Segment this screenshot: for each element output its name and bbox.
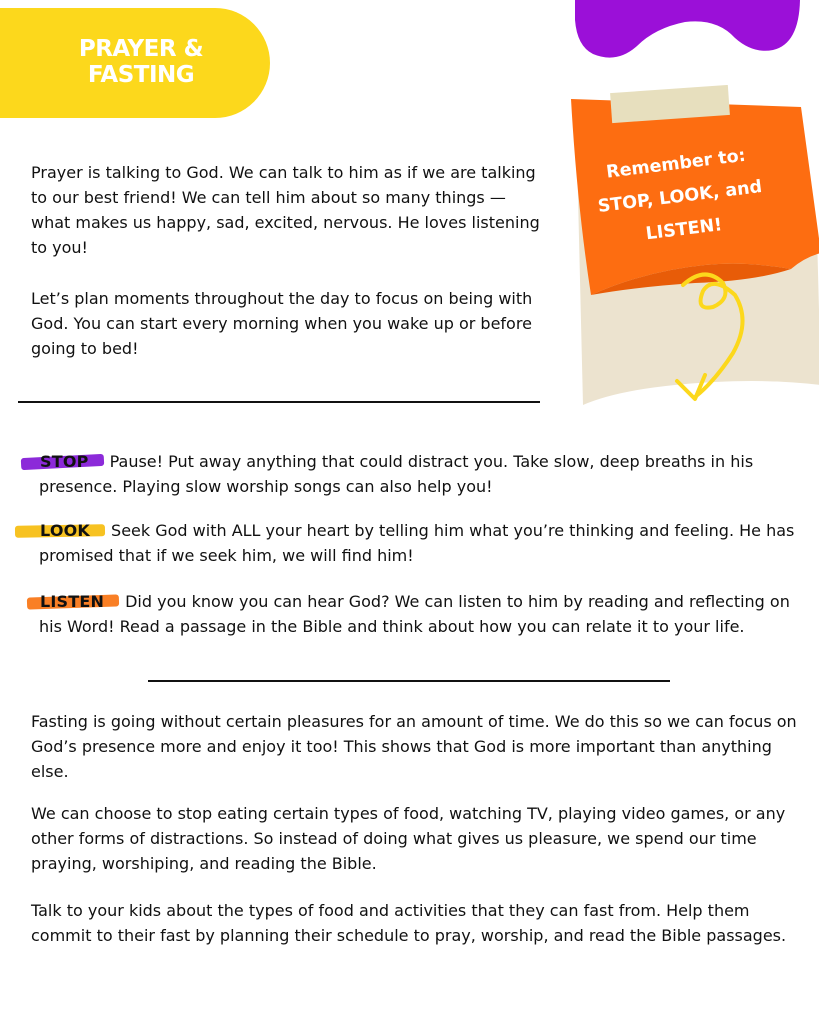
- step-stop: [39, 449, 799, 499]
- divider-top: [18, 401, 540, 403]
- stop-text: Pause! Put away anything that could distract you. Take slow, deep breaths in his presence. Playing slow worship songs can also help you!: [39, 452, 754, 496]
- look-tag: LOOK: [37, 521, 93, 540]
- stop-tag: STOP: [37, 452, 92, 471]
- sticky-note-decoration: [555, 85, 819, 415]
- fasting-paragraph-2: We can choose to stop eating certain types of food, watching TV, playing video games, or any other forms of distractions. So instead of doing what gives us pleasure, we spend our time praying, worshiping, and reading the Bible.: [31, 804, 786, 873]
- intro-paragraph-1: Prayer is talking to God. We can talk to him as if we are talking to our best friend! We can tell him about so many things — what makes us happy, sad, excited, nervous. He loves listening to you!: [31, 163, 540, 257]
- listen-text: Did you know you can hear God? We can listen to him by reading and reflecting on his Word! Read a passage in the Bible and think about how you can relate it to your life.: [39, 592, 790, 636]
- sticky-note-text: Remember to: STOP, LOOK, and LISTEN!: [596, 145, 764, 245]
- intro-paragraph-2: Let’s plan moments throughout the day to focus on being with God. You can start every morning when you wake up or before going to bed!: [31, 289, 533, 358]
- purple-blob-decoration: [575, 0, 805, 62]
- fasting-paragraph-1: Fasting is going without certain pleasures for an amount of time. We do this so we can focus on God’s presence more and enjoy it too! This shows that God is more important than anything else.: [31, 712, 797, 781]
- divider-bottom: [148, 680, 670, 682]
- step-look: [39, 518, 799, 568]
- page-title: PRAYER & FASTING: [78, 36, 204, 88]
- fasting-paragraph-3: Talk to your kids about the types of food and activities that they can fast from. Help them commit to their fast by planning their schedule to pray, worship, and read the Bible passages.: [31, 901, 787, 945]
- look-text: Seek God with ALL your heart by telling him what you’re thinking and feeling. He has promised that if we seek him, we will find him!: [39, 521, 795, 565]
- listen-tag: LISTEN: [37, 592, 107, 611]
- step-listen: [39, 589, 799, 639]
